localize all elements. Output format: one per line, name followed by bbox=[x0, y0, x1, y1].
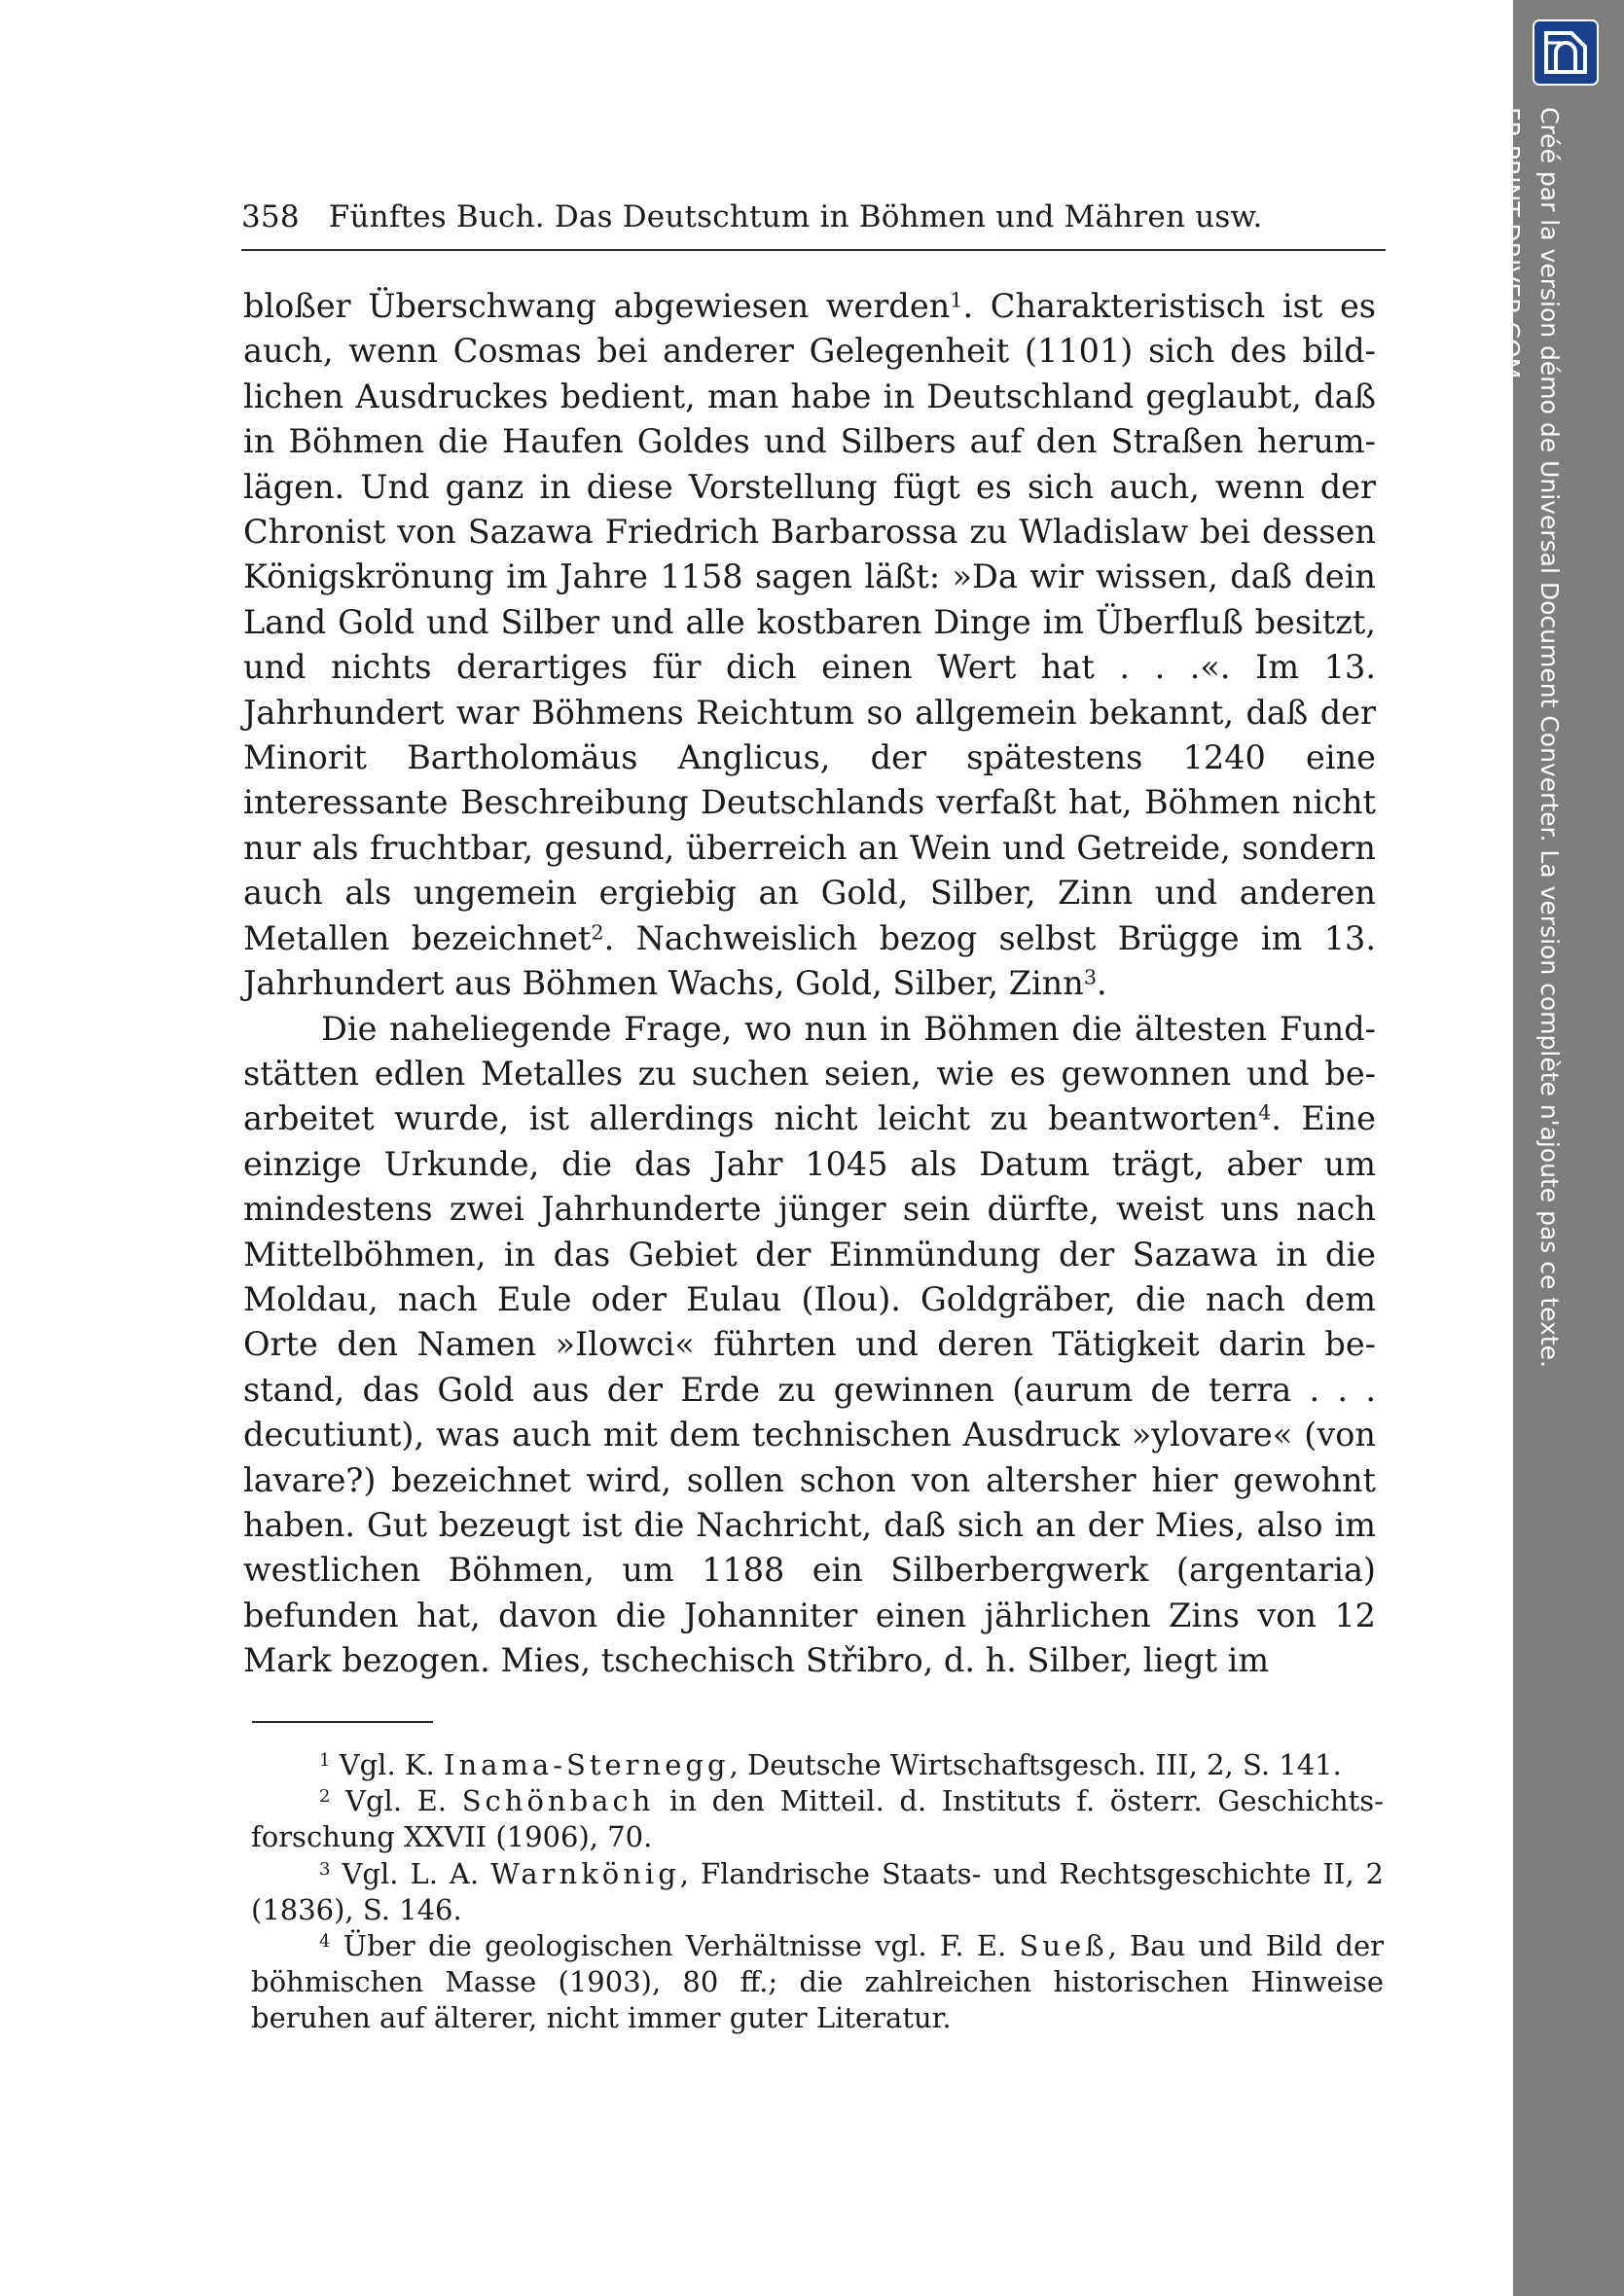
text-run: . Eine einzige Urkunde, die das Jahr 1045 als Datum trägt, aber um mindestens zwei Jahrhunderte jünger sein dürfte, weist uns nach Mittelböhmen, in das Gebiet der Einmündung der Sazawa in die Moldau, nach Eule oder Eulau (Ilou). Goldgräber, die nach dem Orte den Namen »Ilowci« führten und deren Tätigkeit darin bestand, das Gold aus der Erde zu gewinnen (aurum de terra . . . decutiunt), was auch mit dem technischen Ausdruck »ylovare« (von lavare?) bezeichnet wird, sollen schon von altersher hier gewohnt haben. Gut bezeugt ist die Nachricht, daß sich an der Mies, also im westlichen Böhmen, um 1188 ein Silberbergwerk (argentaria) befunden hat, davon die Johanniter einen jährlichen Zins von 12 Mark bezogen. Mies, tschechisch Střibro, d. h. Silber, liegt im bbox=[243, 1099, 1376, 1680]
watermark-line-1: Créé par la version démo de Universal Document Converter. La version complète n'ajoute pas ce texte. bbox=[1535, 107, 1564, 1369]
paragraph-2 bbox=[243, 1007, 1376, 1684]
author-name: Sueß bbox=[1019, 1929, 1108, 1963]
footnote-ref: 3 bbox=[1083, 965, 1098, 989]
footnote-3 bbox=[251, 1856, 1384, 1928]
footnote-ref: 4 bbox=[1258, 1100, 1272, 1125]
author-name: Inama-Sternegg bbox=[443, 1748, 730, 1781]
paragraph-1 bbox=[243, 284, 1376, 1007]
text-run: , Bau und Bild der böhmischen Masse (1903), 80 ff.; die zahlreichen historischen Hinweise beruhen auf älterer, nicht immer guter Literatur. bbox=[251, 1929, 1384, 2035]
text-run: bloßer Überschwang abgewiesen werden bbox=[243, 287, 951, 325]
footnote-4 bbox=[251, 1928, 1384, 2037]
footnote-mark: 2 bbox=[319, 1786, 331, 1808]
text-run: in den Mitteil. d. Instituts f. österr. Geschichtsforschung XXVII (1906), 70. bbox=[251, 1784, 1384, 1854]
footnote-2 bbox=[251, 1783, 1384, 1855]
author-name: Warnkönig bbox=[490, 1856, 680, 1890]
text-run: , Deutsche Wirtschaftsgesch. III, 2, S. 141. bbox=[729, 1748, 1342, 1781]
footnote-mark: 3 bbox=[319, 1858, 331, 1880]
footnote-1 bbox=[251, 1747, 1384, 1783]
footnote-ref: 2 bbox=[591, 920, 604, 945]
page-header bbox=[241, 199, 1384, 234]
page-number: 358 bbox=[241, 199, 300, 234]
footnote-ref: 1 bbox=[950, 288, 963, 312]
document-converter-logo-icon bbox=[1533, 19, 1599, 86]
running-title: Fünftes Buch. Das Deutschtum in Böhmen und Mähren usw. bbox=[328, 199, 1263, 234]
text-run: , Flandrische Staats- und Rechtsgeschichte II, 2 (1836), S. 146. bbox=[251, 1856, 1384, 1926]
text-run: Vgl. L. A. bbox=[330, 1856, 491, 1890]
author-name: Schönbach bbox=[461, 1784, 655, 1818]
watermark-sidebar bbox=[1497, 0, 1624, 2296]
footnote-mark: 1 bbox=[319, 1750, 331, 1772]
text-run: Die naheliegende Frage, wo nun in Böhmen die ältesten Fundstätten edlen Metalles zu suchen seien, wie es gewonnen und bearbeitet wurde, ist allerdings nicht leicht zu beantworten bbox=[243, 1009, 1376, 1138]
watermark-line-2: FR.PRINT-DRIVER.COM bbox=[1497, 107, 1525, 379]
text-run: . Charakteristisch ist es auch, wenn Cosmas bei anderer Gelegenheit (1101) sich des bildlichen Ausdruckes bedient, man habe in Deutschland geglaubt, daß in Böhmen die Haufen Goldes und Silbers auf den Straßen herumlägen. Und ganz in diese Vorstellung fügt es sich auch, wenn der Chronist von Sazawa Friedrich Barbarossa zu Wladislaw bei dessen Königskrönung im Jahre 1158 sagen läßt: »Da wir wissen, daß dein Land Gold und Silber und alle kostbaren Dinge im Überfluß besitzt, und nichts derartiges für dich einen Wert hat . . .«. Im 13. Jahrhundert war Böhmens Reichtum so allgemein bekannt, daß der Minorit Bartholomäus Anglicus, der spätestens 1240 eine interessante Beschreibung Deutschlands verfaßt hat, Böhmen nicht nur als fruchtbar, gesund, überreich an Wein und Getreide, sondern auch als ungemein ergiebig an Gold, Silber, Zinn und anderen Metallen bezeichnet bbox=[243, 287, 1376, 957]
text-run: . bbox=[1097, 964, 1107, 1003]
header-rule bbox=[241, 249, 1386, 251]
footnote-mark: 4 bbox=[319, 1931, 331, 1953]
text-run: Über die geologischen Verhältnisse vgl. F. E. bbox=[330, 1929, 1020, 1963]
footnote-rule bbox=[252, 1721, 433, 1723]
body-text bbox=[243, 284, 1376, 1684]
text-run: Vgl. K. bbox=[330, 1748, 444, 1781]
text-run: . Nachweislich bezog selbst Brügge im 13. Jahrhundert aus Böhmen Wachs, Gold, Silber, Zinn bbox=[243, 918, 1376, 1003]
text-run: Vgl. E. bbox=[330, 1784, 462, 1818]
footnotes bbox=[251, 1747, 1384, 2037]
